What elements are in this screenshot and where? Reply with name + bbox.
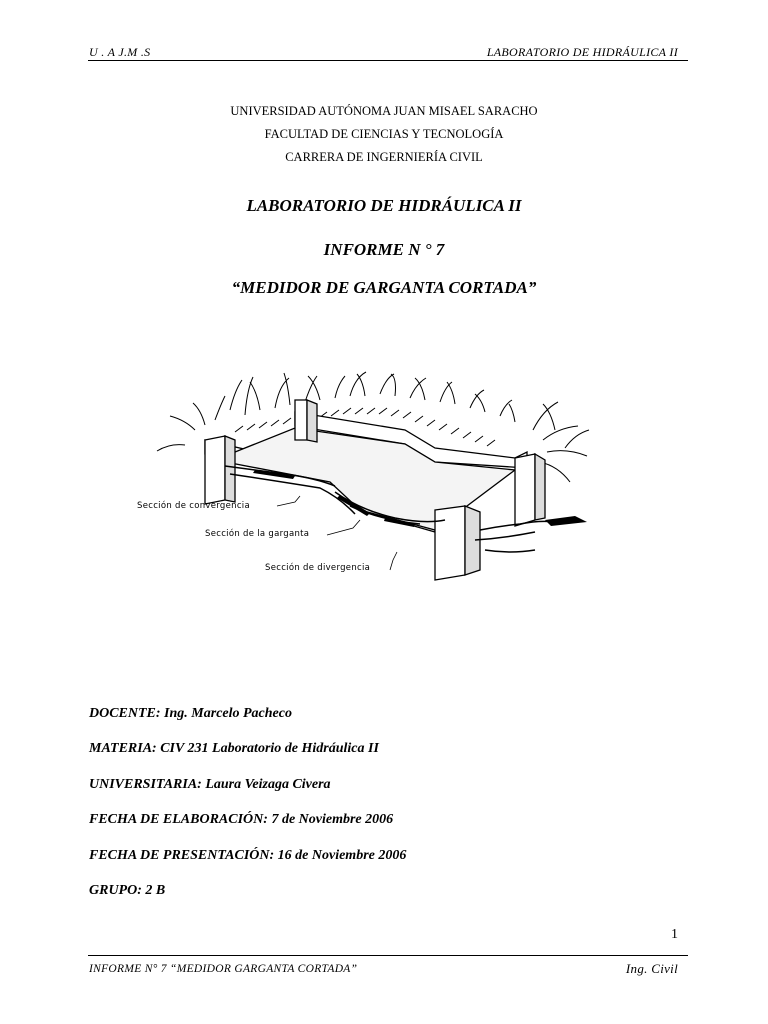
career-name: CARRERA DE INGERNIERÍA CIVIL xyxy=(285,150,483,164)
page-number: 1 xyxy=(671,927,678,942)
faculty-name: FACULTAD DE CIENCIAS Y TECNOLOGÍA xyxy=(264,127,504,141)
flume-illustration xyxy=(135,370,615,585)
header-left: U . A J.M .S xyxy=(89,45,151,59)
info-course: MATERIA: CIV 231 Laboratorio de Hidráulica II xyxy=(89,741,379,756)
info-elaboration-date: FECHA DE ELABORACIÓN: 7 de Noviembre 2006 xyxy=(89,812,394,827)
university-name: UNIVERSIDAD AUTÓNOMA JUAN MISAEL SARACHO xyxy=(230,104,538,118)
info-presentation-date: FECHA DE PRESENTACIÓN: 16 de Noviembre 2006 xyxy=(89,848,407,863)
lab-title: LABORATORIO DE HIDRÁULICA II xyxy=(246,196,522,215)
report-subject: “MEDIDOR DE GARGANTA CORTADA” xyxy=(231,278,537,297)
label-convergence: Sección de convergencia xyxy=(137,501,250,511)
flume-structure xyxy=(205,400,545,580)
header-rule xyxy=(88,60,688,61)
label-divergence: Sección de divergencia xyxy=(265,563,371,573)
footer-left: INFORME N° 7 “MEDIDOR GARGANTA CORTADA” xyxy=(89,963,358,975)
footer-right: Ing. Civil xyxy=(625,961,678,976)
info-teacher: DOCENTE: Ing. Marcelo Pacheco xyxy=(89,706,292,721)
label-throat: Sección de la garganta xyxy=(205,529,310,539)
info-group: GRUPO: 2 B xyxy=(89,883,166,898)
footer-rule xyxy=(88,955,688,956)
header-right: LABORATORIO DE HIDRÁULICA II xyxy=(486,45,678,59)
info-student: UNIVERSITARIA: Laura Veizaga Civera xyxy=(89,777,331,792)
report-number: INFORME N ° 7 xyxy=(323,240,445,259)
